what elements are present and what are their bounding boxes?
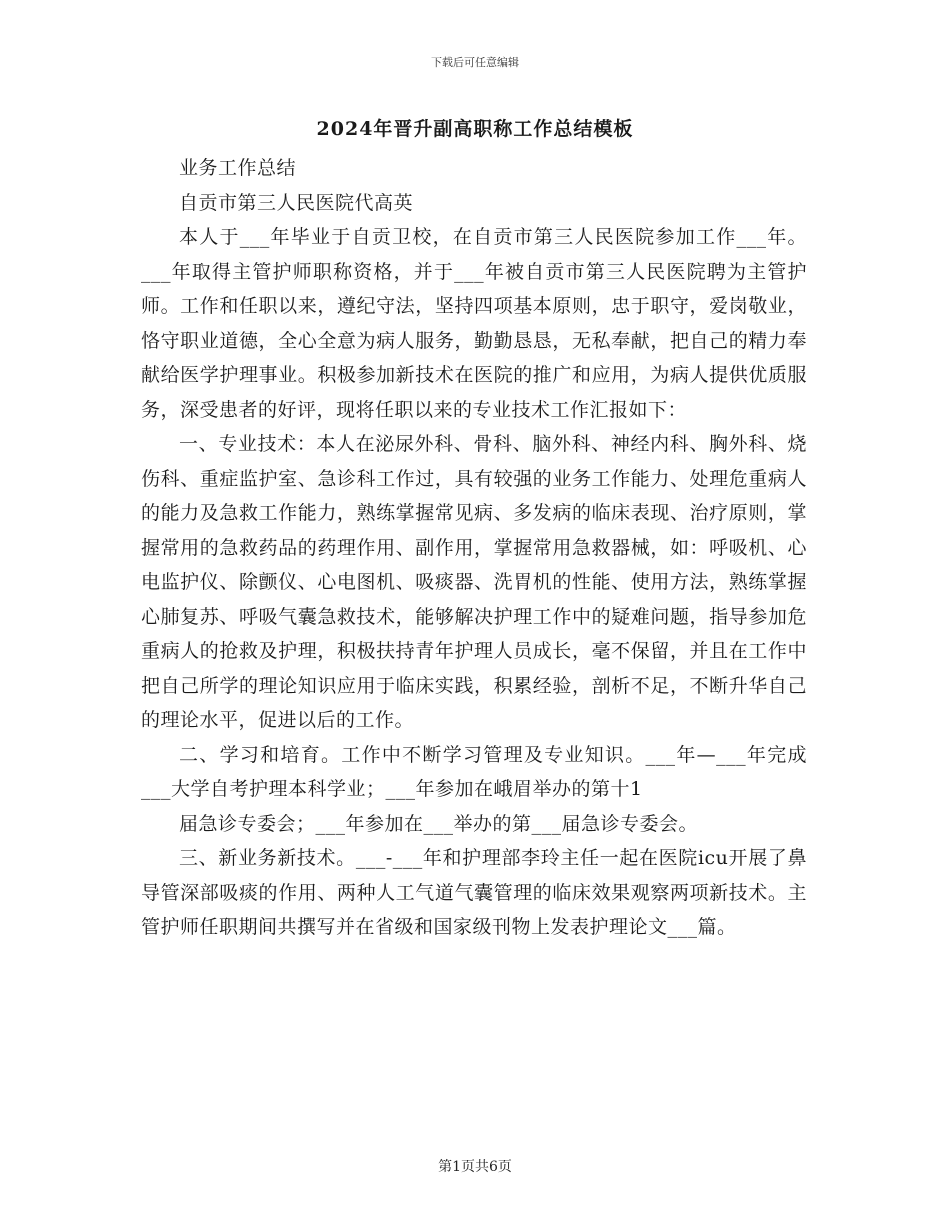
paragraph-study-training-cont: 届急诊专委会；___年参加在___举办的第___届急诊专委会。 [179, 812, 699, 835]
author-line: 自贡市第三人民医院代高英 [179, 191, 414, 214]
page-number: 第1页共6页 [438, 1159, 512, 1175]
document-title: 2024年晋升副高职称工作总结模板 [316, 118, 634, 140]
paragraph-new-techniques: 三、新业务新技术。___-___年和护理部李玲主任一起在医院icu开展了鼻导管深部吸痰的作用、两种人工气道气囊管理的临床效果观察两项新技术。主管护师任职期间共撰写并在省级和国家级刊物上发表护理论文___篇。 [141, 847, 807, 938]
paragraph-professional-skills: 一、专业技术：本人在泌尿外科、骨科、脑外科、神经内科、胸外科、烧伤科、重症监护室、急诊科工作过，具有较强的业务工作能力、处理危重病人的能力及急救工作能力，熟练掌握常见病、多发病的临床表现、治疗原则，掌握常用的急救药品的药理作用、副作用，掌握常用急救器械，如：呼吸机、心电监护仪、除颤仪、心电图机、吸痰器、洗胃机的性能、使用方法，熟练掌握心肺复苏、呼吸气囊急救技术，能够解决护理工作中的疑难问题，指导参加危重病人的抢救及护理，积极扶持青年护理人员成长，毫不保留，并且在工作中把自己所学的理论知识应用于临床实践，积累经验，剖析不足，不断升华自己的理论水平，促进以后的工作。 [141, 433, 807, 731]
document-body [141, 151, 807, 945]
paragraph-study-training: 二、学习和培育。工作中不断学习管理及专业知识。___年—___年完成___大学自考护理本科学业；___年参加在峨眉举办的第十1 [141, 743, 807, 800]
section-heading: 业务工作总结 [179, 157, 297, 179]
header-note: 下载后可任意编辑 [431, 56, 519, 69]
paragraph-intro: 本人于___年毕业于自贡卫校，在自贡市第三人民医院参加工作___年。___年取得主管护师职称资格，并于___年被自贡市第三人民医院聘为主管护师。工作和任职以来，遵纪守法，坚持四项基本原则，忠于职守，爱岗敬业，恪守职业道德，全心全意为病人服务，勤勤恳恳，无私奉献，把自己的精力奉献给医学护理事业。积极参加新技术在医院的推广和应用，为病人提供优质服务，深受患者的好评，现将任职以来的专业技术工作汇报如下： [141, 226, 807, 421]
